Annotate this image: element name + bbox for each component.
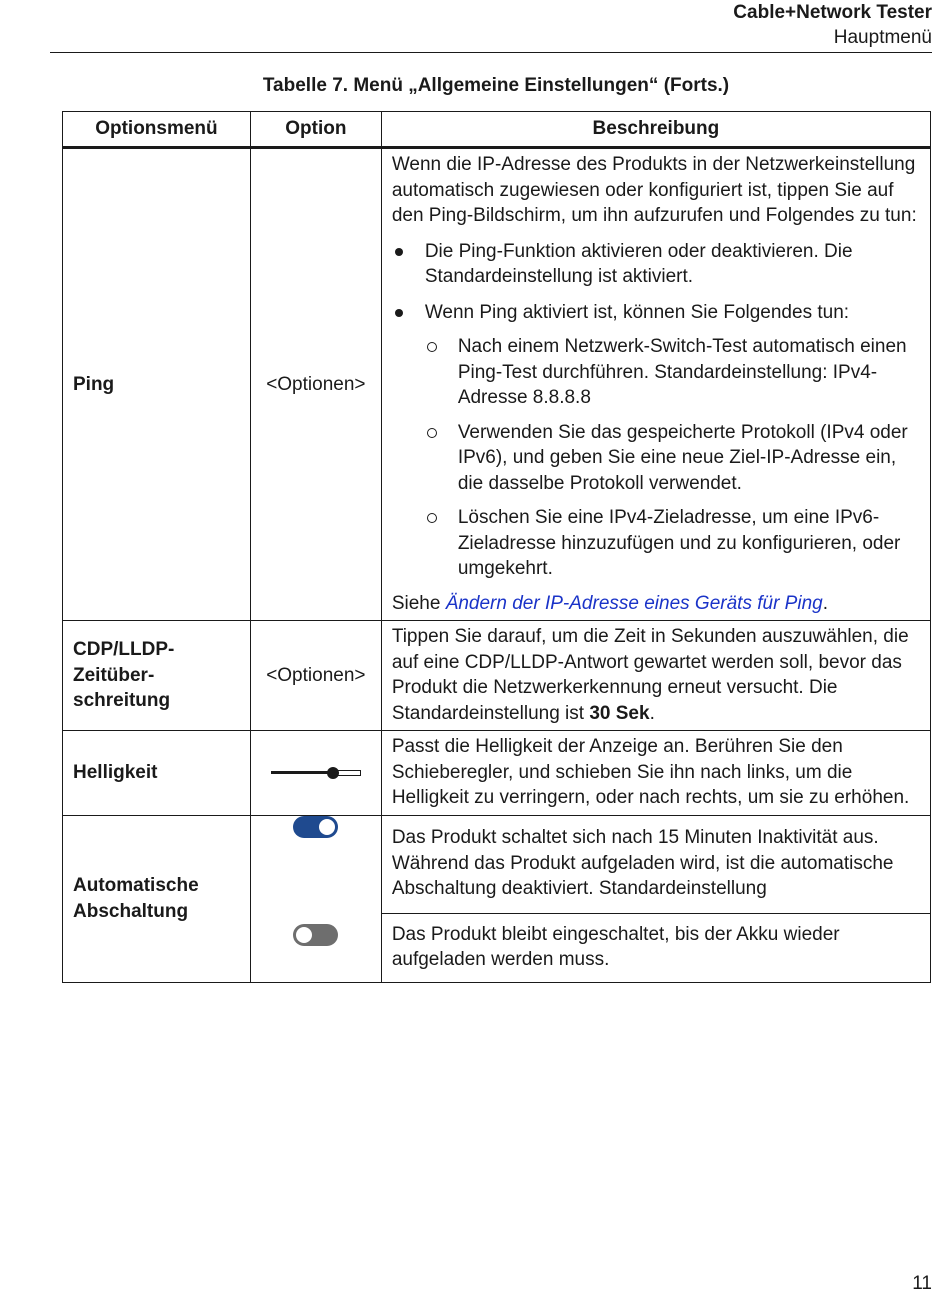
list-item: Verwenden Sie das gespeicherte Protokoll (IPv4 oder IPv6), und geben Sie eine neue Ziel-IP-Adresse ein, die dasselbe Protokoll verwendet. xyxy=(425,420,922,497)
page-header xyxy=(733,0,932,50)
toggle-knob xyxy=(319,819,335,835)
menu-cell-brightness: Helligkeit xyxy=(63,731,251,816)
menu-cell-line: Abschaltung xyxy=(73,900,189,922)
cdp-description-end: . xyxy=(649,702,655,724)
column-header-description: Beschreibung xyxy=(381,112,930,148)
menu-cell-line: CDP/LLDP- xyxy=(73,639,175,661)
list-item-text: Wenn Ping aktiviert ist, können Sie Folgendes tun: xyxy=(424,301,850,323)
table-row-auto-off-on xyxy=(63,815,931,913)
slider-filled-track xyxy=(271,771,333,774)
toggle-off-icon xyxy=(293,924,338,946)
menu-cell-line: Automatische xyxy=(73,875,199,896)
ping-sub-bullet-list xyxy=(425,334,922,582)
description-cell-ping xyxy=(381,148,930,621)
header-product-name: Cable+Network Tester xyxy=(733,2,932,23)
table-row-brightness xyxy=(63,731,931,816)
list-item: Löschen Sie eine IPv4-Zieladresse, um eine IPv6-Zieladresse hinzuzufügen und zu konfigurieren, oder umgekehrt. xyxy=(425,505,922,582)
table-caption: Tabelle 7. Menü „Allgemeine Einstellungen“ (Forts.) xyxy=(262,75,730,96)
table-row-ping xyxy=(63,148,931,621)
menu-cell-auto-off xyxy=(63,815,251,982)
slider-thumb xyxy=(327,767,339,779)
description-cell-brightness: Passt die Helligkeit der Anzeige an. Berühren Sie den Schieberegler, und schieben Sie ihn nach links, um die Helligkeit zu verringern, oder nach rechts, um sie zu erhöhen. xyxy=(381,731,930,816)
option-cell-auto-off xyxy=(250,815,381,982)
option-cell-brightness xyxy=(250,731,381,816)
ping-bullet-list xyxy=(392,239,922,582)
table-header-row xyxy=(63,112,931,148)
cdp-default-value: 30 Sek xyxy=(589,702,650,724)
list-item xyxy=(392,300,922,582)
see-also-link[interactable]: Ändern der IP-Adresse eines Geräts für Ping xyxy=(445,592,823,614)
header-section-name: Hauptmenü xyxy=(833,27,932,48)
table-row-cdp-lldp-timeout xyxy=(63,621,931,731)
see-also-suffix: . xyxy=(822,592,828,614)
description-cell-auto-off-off: Das Produkt bleibt eingeschaltet, bis der Akku wieder aufgeladen werden muss. xyxy=(381,913,930,982)
toggle-knob xyxy=(296,927,312,943)
menu-cell-line: Zeitüber- xyxy=(73,664,155,686)
ping-intro: Wenn die IP-Adresse des Produkts in der Netzwerkeinstellung automatisch zugewiesen oder konfiguriert ist, tippen Sie auf den Ping-Bildschirm, um ihn aufzurufen und Folgendes zu tun: xyxy=(391,154,917,226)
list-item: Die Ping-Funktion aktivieren oder deaktivieren. Die Standardeinstellung ist aktiviert. xyxy=(392,239,922,290)
toggle-on-icon xyxy=(293,816,338,838)
option-cell-ping: <Optionen> xyxy=(250,148,381,621)
brightness-slider-icon xyxy=(271,766,361,780)
description-cell-auto-off-on: Das Produkt schaltet sich nach 15 Minuten Inaktivität aus. Während das Produkt aufgeladen wird, ist die automatische Abschaltung deaktiviert. Standardeinstellung xyxy=(381,815,930,913)
see-also-prefix: Siehe xyxy=(391,592,446,614)
option-cell-cdp-lldp-timeout: <Optionen> xyxy=(250,621,381,731)
ping-see-also xyxy=(392,591,922,617)
page-number: 11 xyxy=(912,1273,932,1294)
settings-table xyxy=(62,111,931,983)
column-header-options-menu: Optionsmenü xyxy=(63,112,251,148)
list-item: Nach einem Netzwerk-Switch-Test automatisch einen Ping-Test durchführen. Standardeinstellung: IPv4-Adresse 8.8.8.8 xyxy=(425,334,922,411)
column-header-option: Option xyxy=(250,112,381,148)
menu-cell-cdp-lldp-timeout xyxy=(63,621,251,731)
menu-cell-ping: Ping xyxy=(63,148,251,621)
header-divider xyxy=(50,52,932,53)
cdp-description: Tippen Sie darauf, um die Zeit in Sekunden auszuwählen, die auf eine CDP/LLDP-Antwort gewartet werden soll, bevor das Produkt die Netzwerkerkennung erneut versucht. Die Standardeinstellung ist xyxy=(391,626,909,724)
menu-cell-line: schreitung xyxy=(73,690,171,712)
description-cell-cdp-lldp-timeout xyxy=(381,621,930,731)
